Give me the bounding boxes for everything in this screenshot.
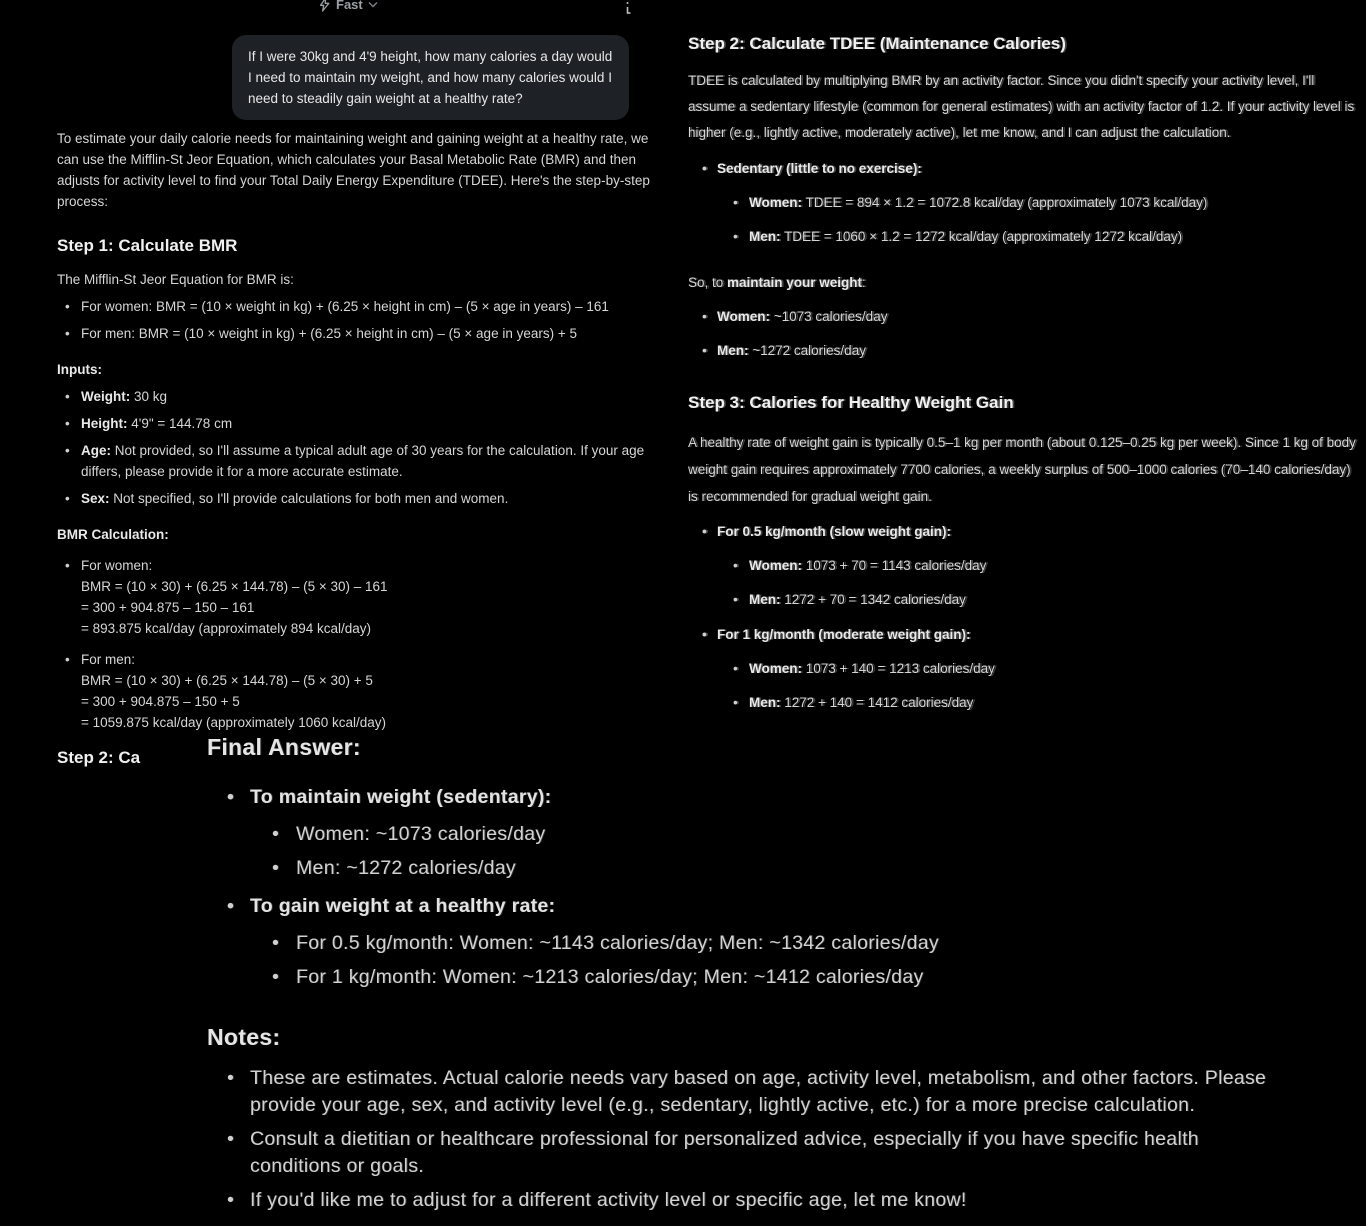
calc-line: = 300 + 904.875 – 150 + 5	[81, 694, 240, 709]
list-item-text: 1073 + 70 = 1143 calories/day	[802, 558, 987, 573]
text-bold: maintain your weight	[727, 275, 863, 290]
label-inputs: Inputs:	[57, 362, 102, 377]
paragraph-step1-intro: The Mifflin-St Jeor Equation for BMR is:	[57, 272, 294, 287]
list-item-bold: Women:	[749, 661, 802, 676]
list-item-bold: For 0.5 kg/month (slow weight gain):	[717, 524, 952, 539]
calc-line: = 1059.875 kcal/day (approximately 1060 kcal/day)	[81, 715, 387, 730]
list-item-text: Not provided, so I'll assume a typical adult age of 30 years for the calculation. If your age differs, please provide it for a more accurate estimate.	[81, 443, 645, 479]
paragraph-maintain	[688, 270, 1364, 296]
list-item	[57, 440, 665, 482]
list-item-text: TDEE = 894 × 1.2 = 1072.8 kcal/day (approximately 1073 kcal/day)	[802, 195, 1208, 210]
list-item-text: ~1073 calories/day	[770, 309, 888, 324]
list-item	[207, 892, 1292, 991]
calc-line: = 300 + 904.875 – 150 – 161	[81, 600, 255, 615]
list-item-bold: Women:	[717, 309, 770, 324]
list-item	[717, 190, 1364, 216]
calc-line: BMR = (10 × 30) + (6.25 × 144.78) – (5 × 30) + 5	[81, 673, 373, 688]
list-item-bold: Sedentary (little to no exercise):	[717, 161, 922, 176]
user-message-bubble	[232, 35, 629, 120]
list-item	[688, 338, 1364, 364]
list-item-text: 4'9" = 144.78 cm	[127, 416, 233, 431]
list-item: • For 0.5 kg/month: Women: ~1143 calories/day; Men: ~1342 calories/day	[250, 930, 1292, 957]
list-item-text: 1272 + 70 = 1342 calories/day	[780, 592, 966, 607]
list-item	[717, 656, 1364, 682]
list-item: • For 1 kg/month: Women: ~1213 calories/day; Men: ~1412 calories/day	[250, 964, 1292, 991]
section-heading-final-answer: Final Answer:	[207, 734, 361, 760]
clipped-cursor-artifact	[624, 1, 632, 21]
list-item-bold: Women:	[749, 558, 802, 573]
list-item	[57, 488, 665, 509]
label-bmr-calculation: BMR Calculation:	[57, 527, 169, 542]
paragraph-step2-intro: TDEE is calculated by multiplying BMR by an activity factor. Since you didn't specify your activity level, I'll assume a sedentary lifestyle (common for general estimates) with an activity factor of 1.2. If your activity level is higher (e.g., lightly active, moderately active), let me know, and I can adjust the calculation.	[688, 73, 1355, 140]
list-item-text: 1073 + 140 = 1213 calories/day	[802, 661, 995, 676]
list-item-bold: Sex:	[81, 491, 110, 506]
list-item: • Consult a dietitian or healthcare professional for personalized advice, especially if you have specific health conditions or goals.	[207, 1126, 1292, 1180]
list-item	[688, 156, 1364, 250]
section-heading-step1: Step 1: Calculate BMR	[57, 236, 238, 255]
list-item-text: 30 kg	[130, 389, 168, 404]
lightning-bolt-icon	[318, 0, 331, 12]
list-item	[57, 649, 665, 733]
list-item-bold: For 1 kg/month (moderate weight gain):	[717, 627, 971, 642]
list-item: • For men: BMR = (10 × weight in kg) + (6.25 × height in cm) – (5 × age in years) + 5	[57, 323, 665, 344]
calc-label: • For men:	[81, 652, 136, 667]
list-item	[717, 587, 1364, 613]
calc-line: = 893.875 kcal/day (approximately 894 kcal/day)	[81, 621, 372, 636]
calc-line: BMR = (10 × 30) + (6.25 × 144.78) – (5 × 30) – 161	[81, 579, 388, 594]
list-item	[717, 224, 1364, 250]
list-item	[57, 386, 665, 407]
list-item	[688, 304, 1364, 330]
section-heading-step3: Step 3: Calories for Healthy Weight Gain	[688, 393, 1014, 412]
model-selector-label: Fast	[336, 0, 363, 12]
final-maintain-sub-list	[250, 821, 1292, 882]
list-item	[57, 413, 665, 434]
bmr-calc-list	[57, 555, 665, 733]
list-item: • If you'd like me to adjust for a different activity level or specific age, let me know!	[207, 1187, 1292, 1214]
response-column-right	[688, 25, 1364, 716]
truncated-heading-step2: Step 2: Ca	[57, 748, 141, 767]
list-item	[717, 690, 1364, 716]
gain-sub-list	[717, 553, 1364, 613]
inputs-bullet-list	[57, 386, 665, 509]
user-message-text: If I were 30kg and 4'9 height, how many calories a day would I need to maintain my weight, and how many calories would I need to steadily gain weight at a healthy rate?	[248, 49, 613, 106]
final-answer-list	[207, 783, 1292, 991]
notes-list	[207, 1065, 1292, 1214]
paragraph-intro: To estimate your daily calorie needs for maintaining weight and gaining weight at a healthy rate, we can use the Mifflin-St Jeor Equation, which calculates your Basal Metabolic Rate (BMR) and then adjusts for activity level to find your Total Daily Energy Expenditure (TDEE). Here's the step-by-step process:	[57, 131, 650, 209]
maintain-bullet-list	[688, 304, 1364, 364]
formula-bullet-list	[57, 296, 665, 344]
gain-sub-list	[717, 656, 1364, 716]
list-item-bold: Height:	[81, 416, 128, 431]
list-item-bold: Men:	[749, 695, 781, 710]
list-item: • For women: BMR = (10 × weight in kg) + (6.25 × height in cm) – (5 × age in years) – 161	[57, 296, 665, 317]
list-item: • Men: ~1272 calories/day	[250, 855, 1292, 882]
list-item-bold: Age:	[81, 443, 111, 458]
list-item-bold: Men:	[749, 229, 781, 244]
paragraph-step3-intro: A healthy rate of weight gain is typically 0.5–1 kg per month (about 0.125–0.25 kg per week). Since 1 kg of body weight gain requires approximately 7700 calories, a weekly surplus of 500–1000 calories (70–140 calories/day) is recommended for gradual weight gain.	[688, 435, 1356, 504]
list-item-text: Not specified, so I'll provide calculations for both men and women.	[109, 491, 509, 506]
list-item	[688, 622, 1364, 716]
list-item: • Women: ~1073 calories/day	[250, 821, 1292, 848]
chevron-down-icon	[368, 1, 378, 8]
section-heading-notes: Notes:	[207, 1024, 281, 1050]
list-item	[57, 555, 665, 639]
model-selector-dropdown[interactable]	[318, 0, 378, 15]
calc-label: • For women:	[81, 558, 153, 573]
list-item-text: 1272 + 140 = 1412 calories/day	[780, 695, 974, 710]
tdee-bullet-list	[688, 156, 1364, 250]
list-item-bold: To maintain weight (sedentary):	[250, 786, 552, 808]
final-gain-sub-list	[250, 930, 1292, 991]
gain-bullet-list	[688, 519, 1364, 716]
list-item-text: ~1272 calories/day	[748, 343, 866, 358]
section-heading-step2: Step 2: Calculate TDEE (Maintenance Calories)	[688, 34, 1066, 53]
list-item	[688, 519, 1364, 613]
text: So, to	[688, 275, 728, 290]
list-item-bold: Men:	[717, 343, 749, 358]
list-item-bold: Men:	[749, 592, 781, 607]
text: :	[862, 275, 866, 290]
list-item	[207, 783, 1292, 882]
list-item-bold: Weight:	[81, 389, 131, 404]
final-answer-section	[207, 733, 1292, 1221]
list-item-bold: Women:	[749, 195, 802, 210]
tdee-sub-list	[717, 190, 1364, 250]
list-item	[717, 553, 1364, 579]
list-item-bold: To gain weight at a healthy rate:	[250, 895, 556, 917]
list-item-text: TDEE = 1060 × 1.2 = 1272 kcal/day (approximately 1272 kcal/day)	[780, 229, 1183, 244]
list-item: • These are estimates. Actual calorie needs vary based on age, activity level, metabolism, and other factors. Please provide your age, sex, and activity level (e.g., sedentary, lightly active, etc.) for a more precise calculation.	[207, 1065, 1292, 1119]
